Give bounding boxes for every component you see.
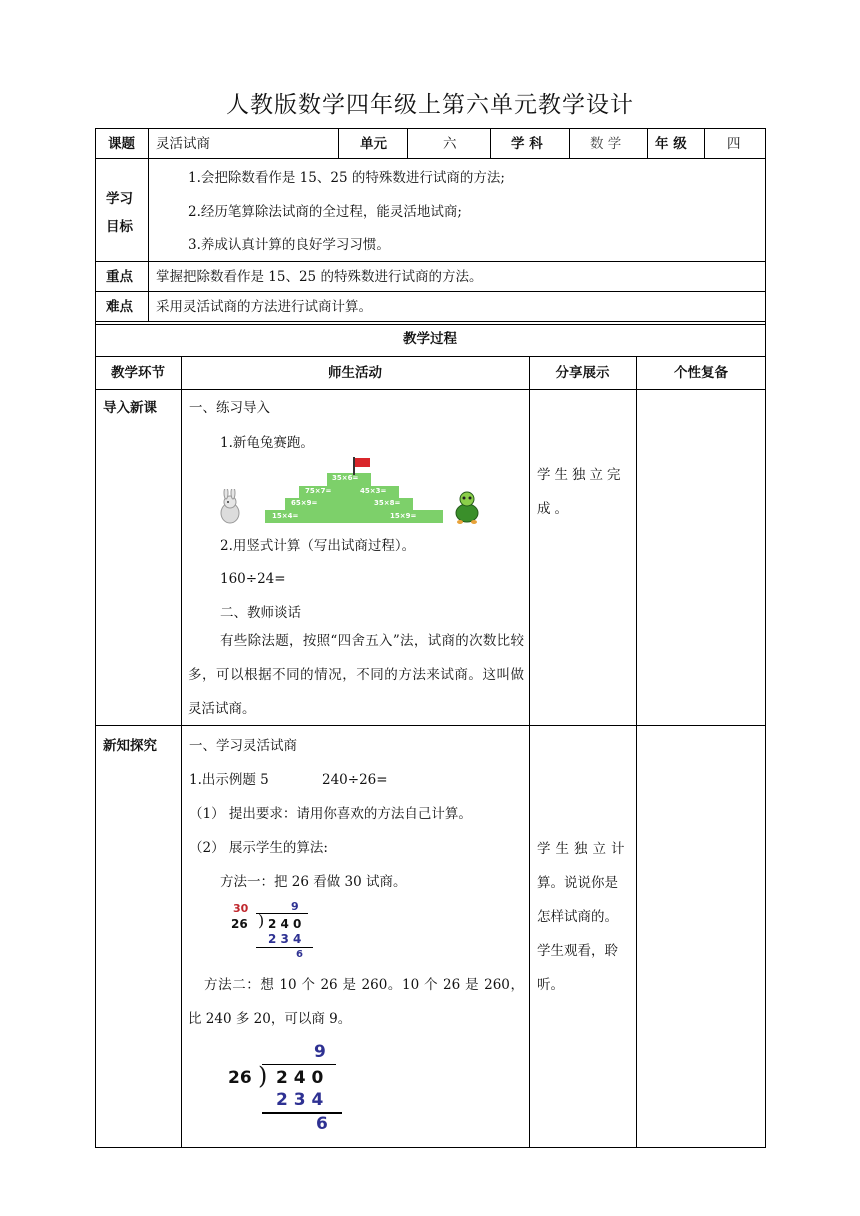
grade-label: 年 级 [655, 136, 687, 152]
stage-label: 导入新课 [103, 400, 157, 416]
share-text: 怎样试商的。 [537, 909, 618, 925]
product: 2 3 4 [276, 1090, 324, 1110]
unit-value: 六 [443, 136, 457, 152]
example-expr: 240÷26= [322, 772, 388, 788]
share-text: 听。 [537, 977, 564, 993]
goal-item: 1.会把除数看作是 15、25 的特殊数进行试商的方法; [188, 170, 505, 186]
difficulty-label: 难点 [106, 299, 133, 315]
column-header: 个性复备 [674, 365, 728, 381]
dividend: 2 4 0 [276, 1068, 324, 1088]
quotient: 9 [291, 900, 299, 913]
quotient: 9 [314, 1042, 326, 1062]
page-title: 人教版数学四年级上第六单元教学设计 [226, 92, 634, 118]
expression: 160÷24= [220, 571, 286, 587]
list-item: 1.新龟兔赛跑。 [220, 435, 314, 451]
race-expr: 15×4= [272, 512, 299, 520]
goal-item: 3.养成认真计算的良好学习习惯。 [188, 237, 390, 253]
column-header: 分享展示 [555, 365, 610, 381]
difficulty-text: 采用灵活试商的方法进行试商计算。 [156, 299, 372, 315]
dividend: 2 4 0 [268, 917, 302, 931]
grade-value: 四 [727, 136, 741, 152]
long-division-2: 9 ) 26 2 4 0 2 3 4 6 [228, 1042, 348, 1137]
list-item: 2.用竖式计算（写出试商过程）。 [220, 538, 416, 554]
share-text: 学生独立完成。 [537, 467, 625, 517]
column-header: 师生活动 [328, 365, 382, 381]
method-text: 方法二：想 10 个 26 是 260。10 个 26 是 260，比 240 多 20，可以商 9。 [188, 977, 524, 1027]
race-expr: 75×7= [305, 487, 332, 495]
remainder: 6 [296, 949, 303, 960]
product: 2 3 4 [268, 932, 302, 946]
key-point-label: 重点 [106, 269, 133, 285]
race-expr: 15×9= [390, 512, 417, 520]
race-expr: 35×6= [332, 474, 359, 482]
example-label: 1.出示例题 5 [189, 772, 269, 788]
topic-label: 课题 [108, 136, 135, 152]
divisor: 26 [228, 1068, 252, 1088]
teacher-talk: 有些除法题，按照“四舍五入”法，试商的次数比较多，可以根据不同的情况，不同的方法来试商。这叫做灵活试商。 [188, 633, 524, 717]
stage-label: 新知探究 [103, 738, 157, 754]
race-illustration [215, 455, 485, 530]
goals-label-2: 目标 [106, 219, 133, 235]
column-header: 教学环节 [111, 365, 165, 381]
unit-label: 单元 [360, 136, 387, 152]
race-expr: 35×8= [374, 499, 401, 507]
long-division-1: 30 9 ) 26 2 4 0 2 3 4 6 [228, 900, 318, 962]
share-text: 算。说说你是 [537, 875, 618, 891]
divisor: 26 [231, 917, 248, 931]
step-text: （2） 展示学生的算法: [189, 840, 328, 856]
process-title: 教学过程 [403, 331, 457, 347]
section-heading: 一、学习灵活试商 [189, 738, 297, 754]
share-text: 学生观看，聆 [537, 943, 618, 959]
method-text: 方法一：把 26 看做 30 试商。 [220, 874, 407, 890]
share-text: 学生独立计 [537, 841, 630, 857]
section-heading: 一、练习导入 [189, 400, 270, 416]
goals-label-1: 学习 [106, 191, 133, 207]
rabbit-icon [217, 489, 243, 525]
race-expr: 45×3= [360, 487, 387, 495]
subject-value: 数 学 [590, 136, 622, 152]
subject-label: 学 科 [511, 136, 543, 152]
section-heading: 二、教师谈话 [220, 605, 301, 621]
flag-icon [355, 458, 370, 467]
goal-item: 2.经历笔算除法试商的全过程，能灵活地试商; [188, 204, 462, 220]
race-expr: 65×9= [291, 499, 318, 507]
estimate: 30 [233, 902, 249, 915]
remainder: 6 [316, 1114, 328, 1134]
step-text: （1） 提出要求：请用你喜欢的方法自己计算。 [189, 806, 472, 822]
turtle-icon [452, 491, 482, 525]
key-point-text: 掌握把除数看作是 15、25 的特殊数进行试商的方法。 [156, 269, 483, 285]
topic-value: 灵活试商 [156, 136, 210, 152]
